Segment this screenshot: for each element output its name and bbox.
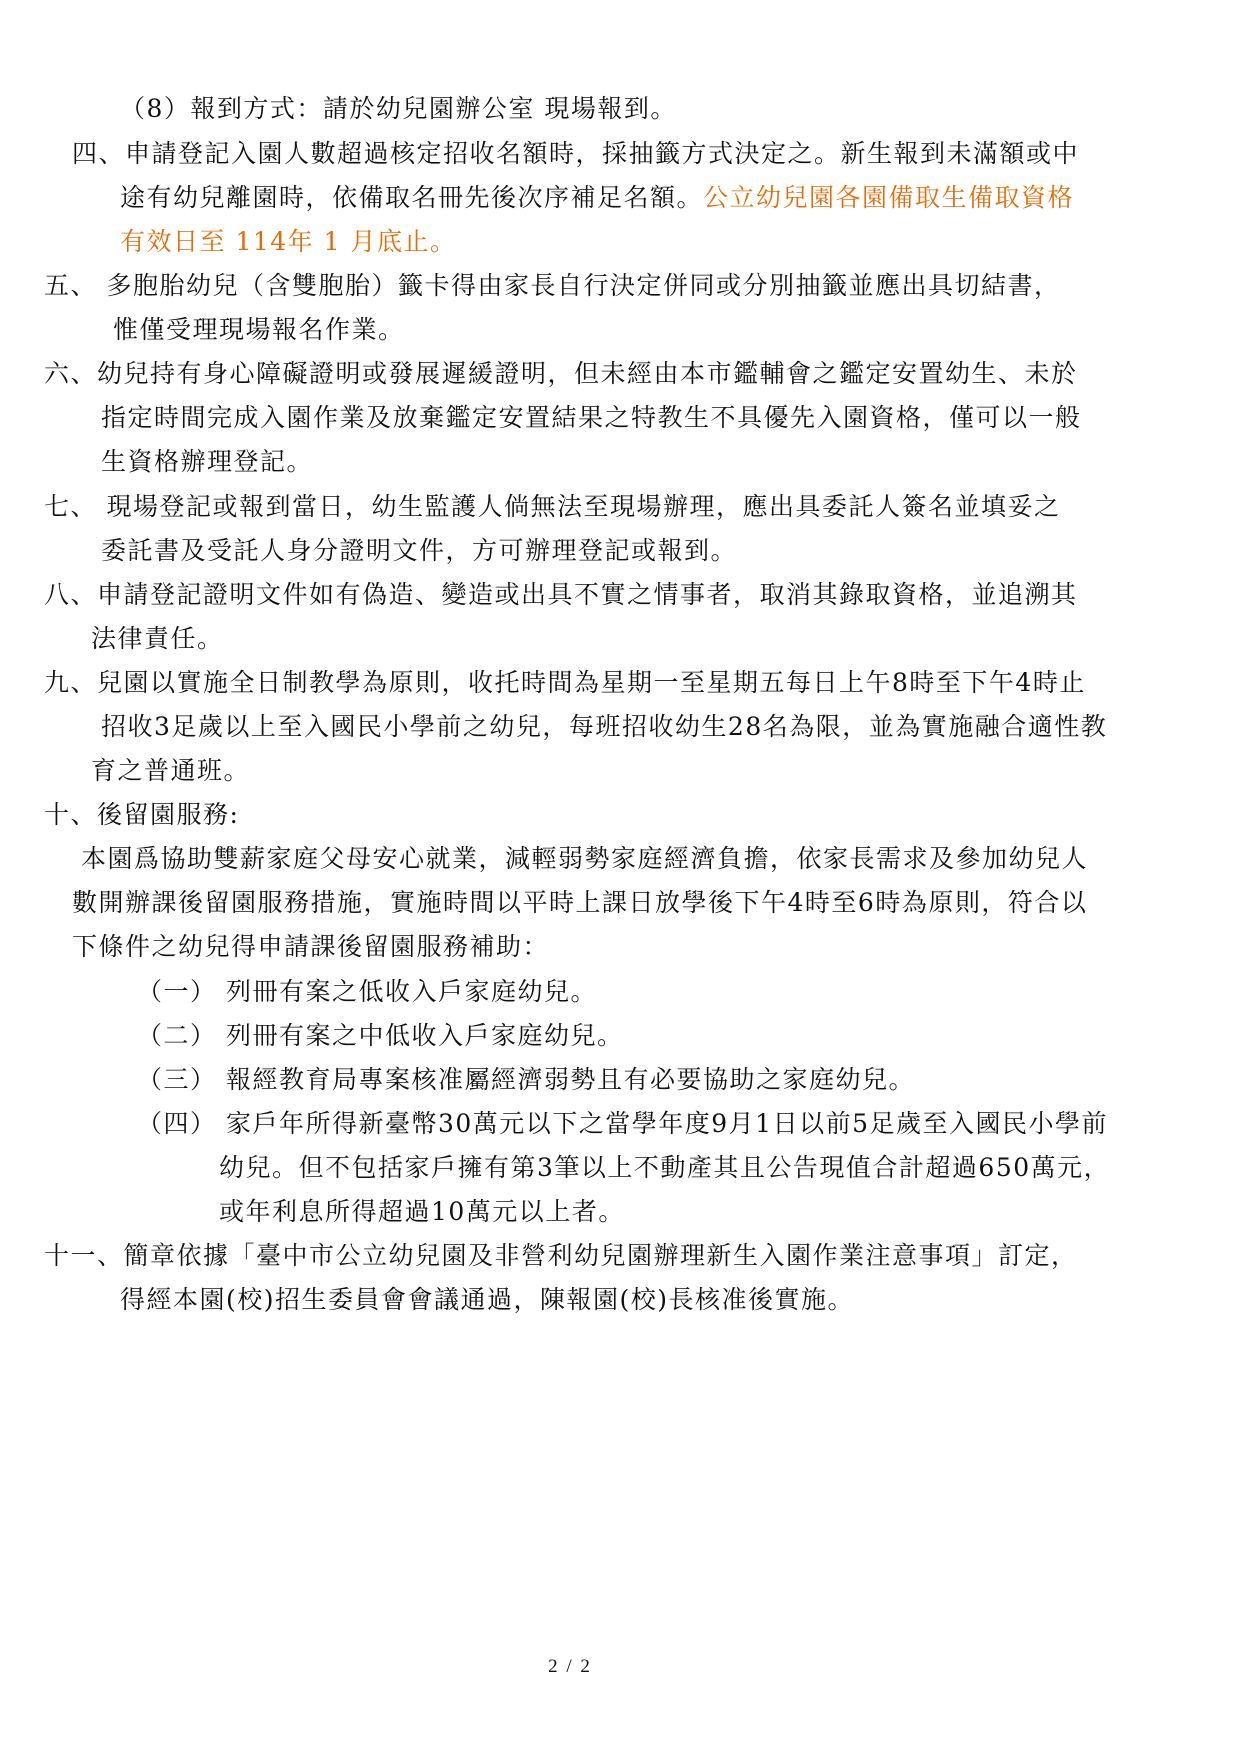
line-item-9: 九、兒園以實施全日制教學為原則，收托時間為星期一至星期五每日上午8時至下午4時止 — [44, 668, 1086, 697]
line-item-4: 四、申請登記入園人數超過核定招收名額時，採抽籤方式決定之。新生報到未滿額或中 — [72, 139, 1080, 168]
line-item-8: 八、申請登記證明文件如有偽造、變造或出具不實之情事者，取消其錄取資格，並追溯其 — [44, 580, 1078, 609]
line-item-7: 七、 現場登記或報到當日，幼生監護人倘無法至現場辦理，應出具委託人簽名並填妥之 — [44, 492, 1061, 521]
line-item-6: 六、幼兒持有身心障礙證明或發展遲緩證明，但未經由本市鑑輔會之鑑定安置幼生、未於 — [44, 359, 1078, 388]
line-condition-4-cont1: 幼兒。但不包括家戶擁有第3筆以上不動產其且公告現值合計超過650萬元， — [219, 1153, 1111, 1182]
line-item-6-cont1: 指定時間完成入園作業及放棄鑑定安置結果之特教生不具優先入園資格，僅可以一般 — [101, 403, 1082, 432]
line-item-10: 十、後留園服務: — [44, 800, 240, 829]
line-item-9-cont1: 招收3足歲以上至入國民小學前之幼兒，每班招收幼生28名為限，並為實施融合適性教 — [101, 712, 1108, 741]
line-item-7-cont: 委託書及受託人身分證明文件，方可辦理登記或報到。 — [101, 536, 738, 565]
line-condition-3: （三） 報經教育局專案核准屬經濟弱勢且有必要協助之家庭幼兒。 — [137, 1065, 915, 1094]
line-after-school-intro-cont2: 下條件之幼兒得申請課後留園服務補助： — [72, 932, 550, 961]
line-item-11: 十一、簡章依據「臺中市公立幼兒園及非營利幼兒園辦理新生入園作業注意事項」訂定， — [44, 1241, 1078, 1270]
line-after-school-intro-cont1: 數開辦課後留園服務措施，實施時間以平時上課日放學後下午4時至6時為原則，符合以 — [72, 888, 1088, 917]
line-item-4-validity: 有效日至 114年 1 月底止。 — [120, 227, 457, 256]
waitlist-validity-highlight: 公立幼兒園各園備取生備取資格 — [703, 183, 1075, 212]
line-condition-2: （二） 列冊有案之中低收入戶家庭幼兒。 — [137, 1021, 624, 1050]
line-condition-4: （四） 家戶年所得新臺幣30萬元以下之當學年度9月1日以前5足歲至入國民小學前 — [137, 1109, 1108, 1138]
line-item-6-cont2: 生資格辦理登記。 — [101, 447, 314, 476]
page-number: 2 / 2 — [548, 1656, 592, 1677]
line-condition-4-cont2: 或年利息所得超過10萬元以上者。 — [219, 1197, 625, 1226]
line-item-5-cont: 惟僅受理現場報名作業。 — [113, 315, 405, 344]
line-after-school-intro: 本園爲協助雙薪家庭父母安心就業，減輕弱勢家庭經濟負擔，依家長需求及參加幼兒人 — [81, 844, 1089, 873]
line-item-4-cont: 途有幼兒離園時，依備取名冊先後次序補足名額。公立幼兒園各園備取生備取資格 — [120, 183, 1075, 212]
line-item-11-cont: 得經本園(校)招生委員會會議通過，陳報園(校)長核准後實施。 — [120, 1285, 855, 1314]
line-report-method: （8）報到方式：請於幼兒園辦公室 現場報到。 — [120, 94, 677, 123]
line-condition-1: （一） 列冊有案之低收入戶家庭幼兒。 — [137, 977, 597, 1006]
line-item-8-cont: 法律責任。 — [91, 624, 224, 653]
line-item-5: 五、 多胞胎幼兒（含雙胞胎）籤卡得由家長自行決定併同或分別抽籤並應出具切結書， — [44, 271, 1061, 300]
line-item-9-cont2: 育之普通班。 — [91, 756, 251, 785]
